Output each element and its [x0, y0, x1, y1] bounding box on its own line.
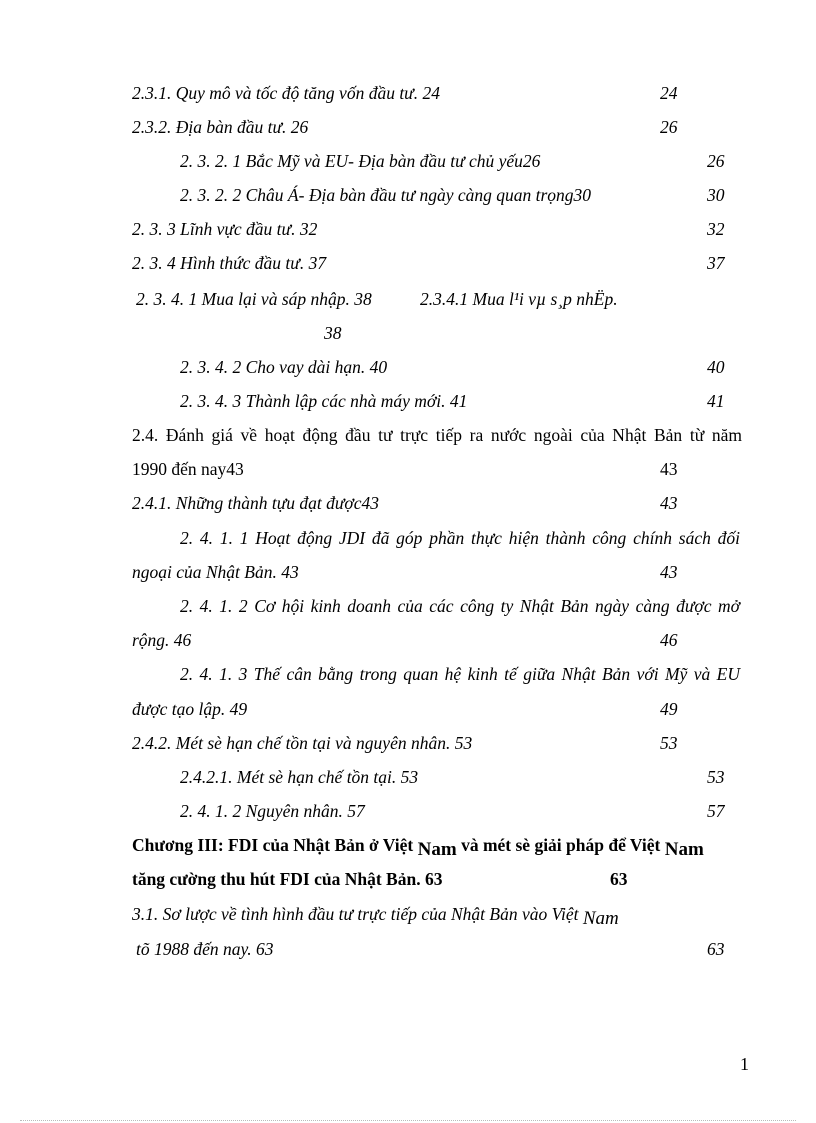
chapter-3-nam-1: Nam	[417, 839, 457, 860]
toc-3-1-text: 3.1. Sơ lược về tình hình đầu tư trực tiếp của Nhật Bản vào Việt	[132, 904, 579, 924]
toc-page-2-4-1-1: 43	[660, 562, 678, 582]
toc-entry-3-1-line2: tõ 1988 đến nay. 63	[136, 939, 274, 959]
toc-entry-2-3-4-2: 2. 3. 4. 2 Cho vay dài hạn. 40	[180, 357, 388, 377]
toc-entry-2-4-1-2-nguyen-nhan: 2. 4. 1. 2 Nguyên nhân. 57	[180, 801, 365, 821]
toc-page-2-4-1: 43	[660, 493, 678, 513]
toc-entry-2-4-1-2-line2: rộng. 46	[132, 630, 192, 650]
chapter-3-title-part1: Chương III: FDI của Nhật Bản ở Việt	[132, 835, 414, 855]
toc-entry-2-4-line2: 1990 đến nay43	[132, 459, 244, 479]
toc-page-2-3-1: 24	[660, 83, 678, 103]
toc-page-2-4: 43	[660, 459, 678, 479]
toc-entry-2-3-1: 2.3.1. Quy mô và tốc độ tăng vốn đầu tư. 24	[132, 83, 440, 103]
toc-entry-2-4-1-1-line1: 2. 4. 1. 1 Hoạt động JDI đã góp phần thực hiện thành công chính sách đối	[180, 528, 740, 548]
toc-page-2-3-2-1: 26	[707, 151, 725, 171]
toc-page-2-3-2: 26	[660, 117, 678, 137]
toc-entry-2-3-4-1-garbled: 2.3.4.1 Mua l¹i vµ s¸p nhËp.	[420, 289, 618, 309]
toc-entry-2-4-1: 2.4.1. Những thành tựu đạt được43	[132, 493, 379, 513]
toc-page-2-4-1-3: 49	[660, 699, 678, 719]
toc-page-2-3-3: 32	[707, 219, 725, 239]
toc-entry-2-3-3: 2. 3. 3 Lĩnh vực đầu tư. 32	[132, 219, 318, 239]
toc-entry-2-3-2: 2.3.2. Địa bàn đầu tư. 26	[132, 117, 309, 137]
toc-entry-2-4-2-1: 2.4.2.1. Mét sè hạn chế tồn tại. 53	[180, 767, 419, 787]
toc-page-2-3-2-2: 30	[707, 185, 725, 205]
chapter-3-title-part2: và mét sè giải pháp để Việt	[461, 835, 661, 855]
toc-entry-2-4-1-3-line1: 2. 4. 1. 3 Thế cân bằng trong quan hệ kinh tế giữa Nhật Bản với Mỹ và EU	[180, 664, 740, 684]
toc-entry-2-4-line1: 2.4. Đánh giá về hoạt động đầu tư trực tiếp ra nước ngoài của Nhật Bản từ năm	[132, 425, 742, 445]
toc-page-2-4-2: 53	[660, 733, 678, 753]
chapter-3-nam-2: Nam	[664, 839, 704, 860]
toc-entry-3-1-line1	[132, 903, 619, 929]
toc-page-2-4-1-2: 46	[660, 630, 678, 650]
toc-3-1-nam: Nam	[582, 908, 619, 929]
page-number: 1	[740, 1054, 749, 1074]
toc-page-2-3-4: 37	[707, 253, 725, 273]
toc-page-2-3-4-1: 38	[324, 323, 342, 343]
footer-divider	[20, 1120, 796, 1121]
toc-page-3-1: 63	[707, 939, 725, 959]
toc-page-2-3-4-3: 41	[707, 391, 725, 411]
toc-page-chapter-3: 63	[610, 869, 628, 889]
toc-page-2-3-4-2: 40	[707, 357, 725, 377]
toc-entry-2-3-4-1: 2. 3. 4. 1 Mua lại và sáp nhập. 38	[136, 289, 372, 309]
toc-entry-2-4-2: 2.4.2. Mét sè hạn chế tồn tại và nguyên nhân. 53	[132, 733, 473, 753]
toc-entry-2-3-2-2: 2. 3. 2. 2 Châu Á- Địa bàn đầu tư ngày càng quan trọng30	[180, 185, 592, 205]
toc-entry-2-3-4: 2. 3. 4 Hình thức đầu tư. 37	[132, 253, 327, 273]
toc-page-2-4-1-2-nguyen-nhan: 57	[707, 801, 725, 821]
toc-entry-2-3-4-3: 2. 3. 4. 3 Thành lập các nhà máy mới. 41	[180, 391, 468, 411]
toc-chapter-3-line1	[132, 834, 704, 860]
toc-entry-2-3-2-1: 2. 3. 2. 1 Bắc Mỹ và EU- Địa bàn đầu tư chủ yếu26	[180, 151, 541, 171]
toc-entry-2-4-1-2-line1: 2. 4. 1. 2 Cơ hội kinh doanh của các công ty Nhật Bản ngày càng được mở	[180, 596, 740, 616]
toc-entry-2-4-1-3-line2: được tạo lập. 49	[132, 699, 248, 719]
toc-page-2-4-2-1: 53	[707, 767, 725, 787]
toc-chapter-3-line2: tăng cường thu hút FDI của Nhật Bản. 63	[132, 869, 443, 889]
toc-entry-2-4-1-1-line2: ngoại của Nhật Bản. 43	[132, 562, 299, 582]
